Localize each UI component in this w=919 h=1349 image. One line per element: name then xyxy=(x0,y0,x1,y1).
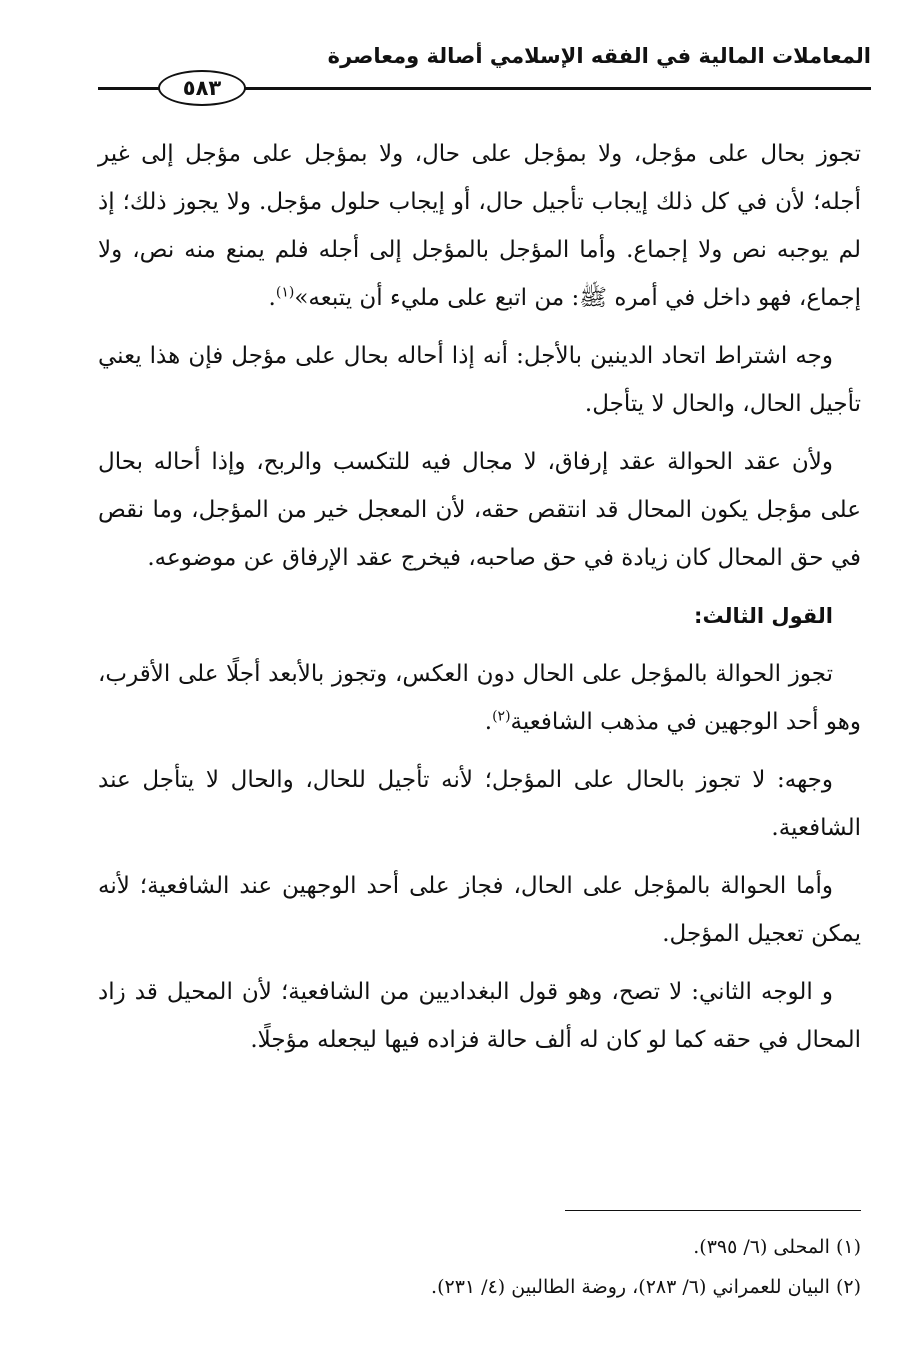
paragraph xyxy=(98,332,861,428)
paragraph-text: تجوز بحال على مؤجل، ولا بمؤجل على حال، ولا بمؤجل على مؤجل إلى غير أجله؛ لأن في كل ذلك إيجاب تأجيل حال، أو إيجاب حلول مؤجل. ولا يجوز ذلك؛ إذ لم يوجبه نص ولا إجماع. وأما المؤجل بالمؤجل إلى أجله فلم يمنع منه نص، ولا إجماع، فهو داخل في أمره ﷺ: من اتبع على مليء أن يتبعه» xyxy=(98,141,861,311)
footnote-text: المحلى (٦/ ٣٩٥). xyxy=(693,1236,830,1258)
paragraph-end: . xyxy=(484,709,493,735)
paragraph xyxy=(98,756,861,852)
paragraph-text: وجه اشتراط اتحاد الدينين بالأجل: أنه إذا أحاله بحال على مؤجل فإن هذا يعني تأجيل الحال، والحال لا يتأجل. xyxy=(98,343,861,417)
paragraph xyxy=(98,968,861,1064)
paragraph-text: وأما الحوالة بالمؤجل على الحال، فجاز على أحد الوجهين عند الشافعية؛ لأنه يمكن تعجيل المؤجل. xyxy=(98,873,861,947)
footnote-separator xyxy=(565,1210,861,1211)
paragraph-text: تجوز الحوالة بالمؤجل على الحال دون العكس، وتجوز بالأبعد أجلًا على الأقرب، وهو أحد الوجهين في مذهب الشافعية xyxy=(98,661,861,735)
paragraph-end: . xyxy=(268,285,276,311)
main-text xyxy=(98,130,861,1074)
paragraph xyxy=(98,862,861,958)
section-heading: القول الثالث: xyxy=(694,604,833,628)
footnote-number: (١) xyxy=(835,1236,861,1258)
footnote-text: البيان للعمراني (٦/ ٢٨٣)، روضة الطالبين (٤/ ٢٣١). xyxy=(431,1276,830,1298)
paragraph-text: وجهه: لا تجوز بالحال على المؤجل؛ لأنه تأجيل للحال، والحال لا يتأجل عند الشافعية. xyxy=(98,767,861,841)
footnote-ref: (١) xyxy=(275,284,295,301)
footnotes xyxy=(98,1227,861,1307)
footnote xyxy=(98,1267,861,1307)
page-number-badge: ٥٨٣ xyxy=(158,70,246,106)
paragraph-text: ولأن عقد الحوالة عقد إرفاق، لا مجال فيه للتكسب والربح، وإذا أحاله بحال على مؤجل يكون المحال قد انتقص حقه، لأن المعجل خير من المؤجل، وما نقص في حق المحال كان زيادة في حق صاحبه، فيخرج عقد الإرفاق عن موضوعه. xyxy=(98,449,861,571)
footnote-number: (٢) xyxy=(835,1276,861,1298)
paragraph xyxy=(98,438,861,582)
footnote xyxy=(98,1227,861,1267)
paragraph xyxy=(98,130,861,322)
running-header-title: المعاملات المالية في الفقه الإسلامي أصالة ومعاصرة xyxy=(327,44,871,68)
paragraph xyxy=(98,650,861,746)
footnote-ref: (٢) xyxy=(492,708,511,725)
paragraph-text: و الوجه الثاني: لا تصح، وهو قول البغداديين من الشافعية؛ لأن المحيل قد زاد المحال في حقه كما لو كان له ألف حالة فزاده فيها ليجعله مؤجلًا. xyxy=(98,979,861,1053)
